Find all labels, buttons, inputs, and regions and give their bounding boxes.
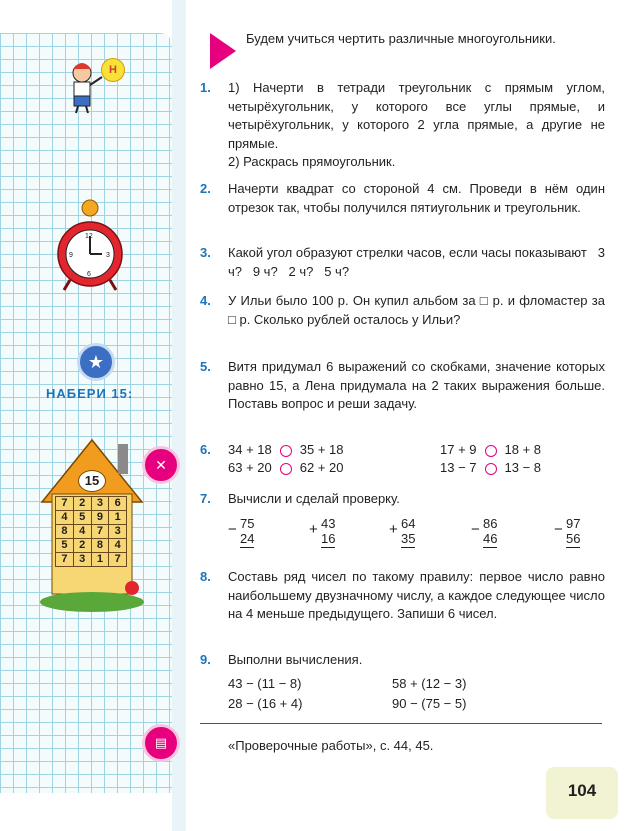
page-number: 104 <box>546 767 618 819</box>
column-operator: + <box>389 521 398 538</box>
star-icon: ★ <box>77 343 115 381</box>
task-text: У Ильи было 100 р. Он купил альбом за □ р. и фломастер за □ р. Сколько рублей осталось у Ильи? <box>228 293 605 327</box>
clock-number: 12 <box>85 233 93 240</box>
grid-cell: 7 <box>109 553 127 567</box>
task-number: 4. <box>200 293 211 308</box>
compare-left: 13 − 7 <box>440 460 477 475</box>
grid-cell: 4 <box>56 511 74 525</box>
column-top: 75 <box>240 516 255 531</box>
column-bottom: 56 <box>566 531 581 546</box>
naberi-label: НАБЕРИ 15: <box>46 386 134 401</box>
face-icon: ✕ <box>142 446 180 484</box>
main-content <box>190 0 627 831</box>
task-8 <box>200 568 605 624</box>
grid-cell: 1 <box>109 511 127 525</box>
column-top: 43 <box>321 516 336 531</box>
task-5 <box>200 358 605 414</box>
compare-right: 18 + 8 <box>504 442 542 457</box>
compare-circle-icon[interactable] <box>485 463 497 475</box>
column-operator: − <box>471 521 480 538</box>
task-3 <box>200 244 609 281</box>
clock-number: 9 <box>69 252 73 259</box>
task-number: 9. <box>200 652 211 667</box>
grid-row <box>56 553 127 567</box>
column-calc <box>554 516 581 548</box>
column-bottom: 24 <box>240 531 255 546</box>
column-top: 97 <box>566 516 581 531</box>
intro-text: Будем учиться чертить различные многоугольники. <box>246 31 556 46</box>
column-bar <box>240 547 254 548</box>
reference-text: «Проверочные работы», с. 44, 45. <box>228 738 434 753</box>
badge-letter: Н <box>109 64 117 76</box>
grid-margin-panel <box>0 33 172 793</box>
intro-marker-icon <box>210 33 236 69</box>
column-bar <box>483 547 497 548</box>
task-number: 2. <box>200 181 211 196</box>
compare-right: 35 + 18 <box>299 442 344 457</box>
task-9 <box>200 651 605 670</box>
grid-cell: 7 <box>56 497 74 511</box>
compare-left: 34 + 18 <box>228 442 272 457</box>
grid-cell: 8 <box>91 539 109 553</box>
compare-circle-icon[interactable] <box>280 463 292 475</box>
grid-cell: 7 <box>56 553 74 567</box>
task-number: 6. <box>200 442 211 457</box>
compare-right: 62 + 20 <box>299 460 344 475</box>
grid-row <box>56 525 127 539</box>
grid-cell: 4 <box>109 539 127 553</box>
compare-right: 13 − 8 <box>504 460 542 475</box>
number-grid <box>55 496 127 567</box>
grid-cell: 5 <box>56 539 74 553</box>
task-text: Выполни вычисления. <box>228 652 363 667</box>
grid-cell: 1 <box>91 553 109 567</box>
compare-item <box>440 460 541 475</box>
task-number: 1. <box>200 80 211 95</box>
column-calc <box>389 516 416 548</box>
grid-cell: 8 <box>56 525 74 539</box>
column-calc <box>228 516 255 548</box>
column-bottom: 35 <box>401 531 416 546</box>
grid-cell: 2 <box>73 539 91 553</box>
grid-row <box>56 497 127 511</box>
grid-cell: 3 <box>91 497 109 511</box>
task-text: Вычисли и сделай проверку. <box>228 491 400 506</box>
task-text: Витя придумал 6 выражений со скобками, значение которых равно 15, а Лена придумала на 2 таких выражения больше. Поставь вопрос и реши задачу. <box>228 359 605 411</box>
grid-cell: 3 <box>109 525 127 539</box>
grid-row <box>56 511 127 525</box>
task-text: Составь ряд чисел по такому правилу: первое число равно наибольшему двузначному числу, а каждое следующее число на 4 меньше предыдущего. Запиши 6 чисел. <box>228 569 605 621</box>
compare-item <box>228 442 344 457</box>
task-4 <box>200 292 605 329</box>
column-calc <box>471 516 498 548</box>
task-text: 2) Раскрась прямоугольник. <box>228 154 396 169</box>
compare-left: 63 + 20 <box>228 460 272 475</box>
column-bottom: 46 <box>483 531 498 546</box>
task-text: Какой угол образуют стрелки часов, если часы показывают 3 ч? 9 ч? 2 ч? 5 ч? <box>228 245 609 279</box>
expression: 90 − (75 − 5) <box>392 696 467 711</box>
grid-cell: 6 <box>109 497 127 511</box>
compare-circle-icon[interactable] <box>280 445 292 457</box>
page-divider <box>172 0 186 831</box>
alarm-clock-illustration <box>52 198 128 294</box>
grid-cell: 4 <box>73 525 91 539</box>
task-1 <box>200 79 605 172</box>
column-bar <box>321 547 335 548</box>
grid-row <box>56 539 127 553</box>
grid-cell: 7 <box>91 525 109 539</box>
grid-cell: 2 <box>73 497 91 511</box>
compare-item <box>440 442 541 457</box>
column-calc <box>309 516 336 548</box>
expression: 28 − (16 + 4) <box>228 696 303 711</box>
task-number: 5. <box>200 359 211 374</box>
task-number: 3. <box>200 245 211 260</box>
task-number: 8. <box>200 569 211 584</box>
clock-number: 6 <box>87 271 91 278</box>
grid-cell: 3 <box>73 553 91 567</box>
column-top: 64 <box>401 516 416 531</box>
expression: 43 − (11 − 8) <box>228 676 302 691</box>
column-bar <box>566 547 580 548</box>
task-2 <box>200 180 605 217</box>
grid-cell: 5 <box>73 511 91 525</box>
expression: 58 + (12 − 3) <box>392 676 467 691</box>
badge-icon <box>101 58 125 82</box>
house-number: 15 <box>78 470 106 492</box>
clock-number: 3 <box>106 252 110 259</box>
task-number: 7. <box>200 491 211 506</box>
task-text: Начерти квадрат со стороной 4 см. Проведи в нём один отрезок так, чтобы получился пятиугольник и треугольник. <box>228 181 605 215</box>
book-icon: ▤ <box>142 724 180 762</box>
task-text: 1) Начерти в тетради треугольник с прямым углом, четырёхугольник, у которого все углы прямые, и четырёхугольник, у которого 2 угла прямые, а другие не прямые. <box>228 80 605 151</box>
grid-cell: 9 <box>91 511 109 525</box>
compare-left: 17 + 9 <box>440 442 477 457</box>
compare-circle-icon[interactable] <box>485 445 497 457</box>
column-bottom: 16 <box>321 531 336 546</box>
column-operator: − <box>554 521 563 538</box>
reference-divider <box>200 723 602 724</box>
column-operator: + <box>309 521 318 538</box>
compare-item <box>228 460 344 475</box>
column-top: 86 <box>483 516 498 531</box>
column-bar <box>401 547 415 548</box>
column-operator: − <box>228 521 237 538</box>
task-7 <box>200 490 605 509</box>
